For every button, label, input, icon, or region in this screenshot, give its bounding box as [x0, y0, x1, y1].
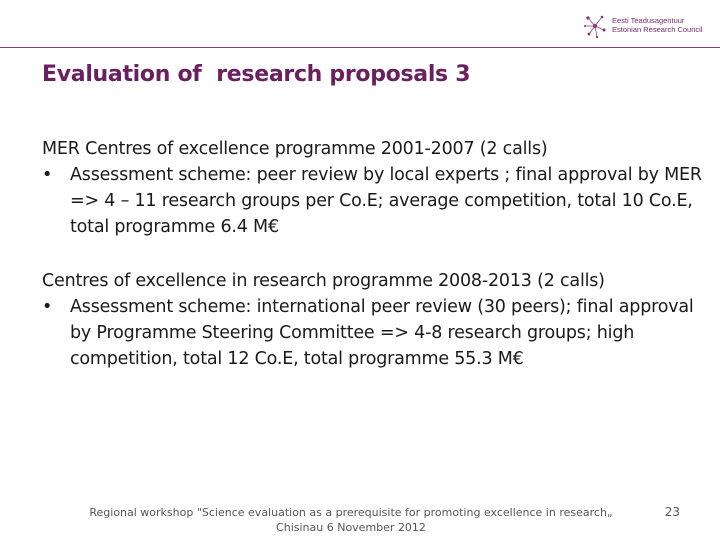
bullet-marker: • — [42, 297, 53, 317]
bullet-text: Assessment scheme: peer review by local experts ; final approval by MER => 4 – 11 research groups per Co.E; average competition, total 10 Co.E, total programme 6.4 M€ — [70, 165, 702, 237]
section-heading: MER Centres of excellence programme 2001-2007 (2 calls) — [42, 139, 548, 159]
logo-star-icon — [582, 12, 608, 40]
bullet-item — [42, 162, 702, 240]
section-coe-programme — [42, 268, 702, 372]
slide-title: Evaluation of research proposals 3 — [42, 62, 471, 87]
logo-text-estonian: Eesti Teadusagentuur — [612, 16, 685, 25]
footer-location-date: Chisinau 6 November 2012 — [276, 521, 426, 534]
bullet-marker: • — [42, 165, 53, 185]
page-number: 23 — [664, 505, 680, 519]
slide-body — [42, 136, 702, 372]
estonian-research-council-logo — [582, 12, 710, 42]
section-heading: Centres of excellence in research programme 2008-2013 (2 calls) — [42, 271, 605, 291]
footer-workshop-title: Regional workshop "Science evaluation as a prerequisite for promoting excellence in research„ — [89, 506, 613, 519]
section-mer-programme — [42, 136, 702, 240]
bullet-text: Assessment scheme: international peer review (30 peers); final approval by Programme Steering Committee => 4-8 research groups; high competition, total 12 Co.E, total programme 55.3 M€ — [70, 297, 694, 369]
bullet-item — [42, 294, 702, 372]
logo-text-english: Estonian Research Council — [612, 25, 703, 34]
logo-text — [612, 16, 702, 34]
header-divider — [0, 47, 720, 48]
slide-footer — [60, 505, 642, 535]
